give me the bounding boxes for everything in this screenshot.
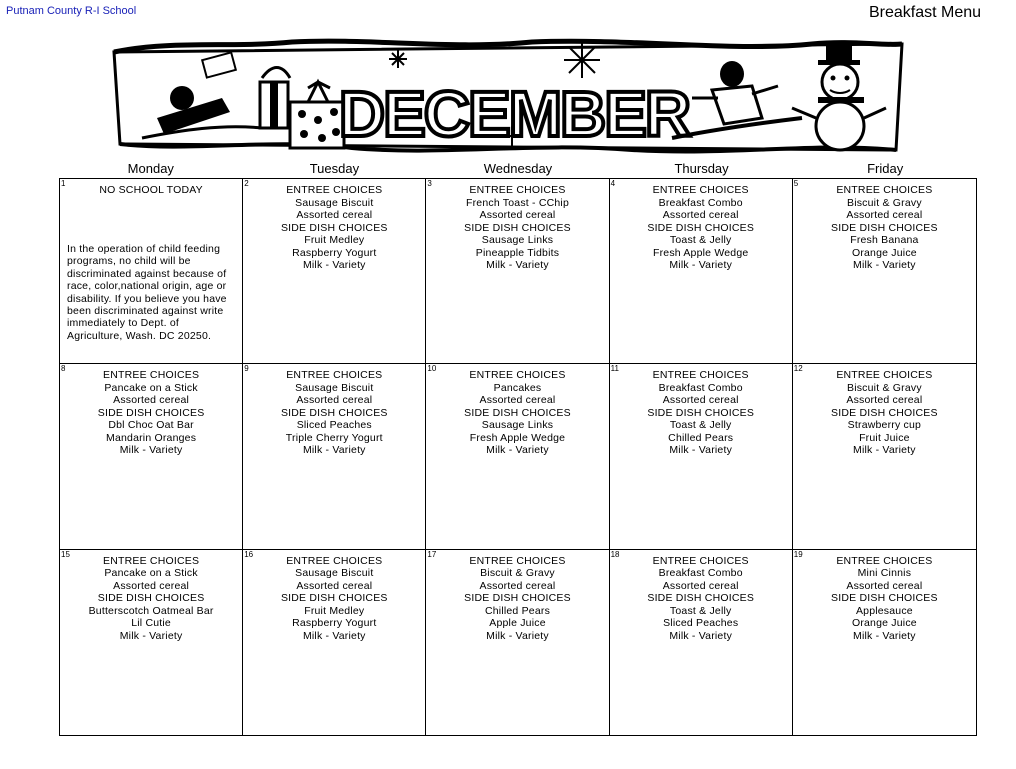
menu-line: Fruit Medley: [304, 604, 365, 617]
day-number: 4: [610, 179, 616, 188]
menu-line: Strawberry cup: [847, 419, 922, 432]
calendar-cell: [610, 364, 793, 549]
menu-line: Sausage Biscuit: [295, 567, 374, 580]
menu-line: ENTREE CHOICES: [286, 369, 383, 382]
menu-line: Fresh Apple Wedge: [469, 431, 566, 444]
day-number: 2: [244, 179, 249, 188]
menu-line: Assorted cereal: [296, 209, 373, 221]
menu-line: SIDE DISH CHOICES: [280, 221, 388, 234]
menu-line: Raspberry Yogurt: [292, 246, 377, 259]
calendar-cell: [793, 364, 976, 549]
menu-line: Fresh Apple Wedge: [652, 246, 749, 259]
menu-line: Orange Juice: [851, 246, 917, 259]
menu-line: ENTREE CHOICES: [286, 554, 383, 567]
menu-line: ENTREE CHOICES: [103, 554, 200, 567]
calendar-cell: [426, 179, 609, 364]
calendar-cell: [60, 550, 243, 735]
menu-line: French Toast - CChip: [465, 196, 569, 209]
menu-line: SIDE DISH CHOICES: [647, 221, 755, 234]
menu-line: SIDE DISH CHOICES: [647, 406, 755, 419]
menu-line: SIDE DISH CHOICES: [831, 221, 938, 234]
weekday-header-row: [59, 161, 977, 177]
menu-line: Assorted cereal: [479, 394, 556, 407]
menu-line: Fresh Banana: [850, 234, 919, 246]
menu-line: ENTREE CHOICES: [652, 554, 749, 567]
menu-lines: [60, 364, 242, 457]
menu-line: Assorted cereal: [662, 579, 739, 592]
day-number: 10: [427, 364, 437, 374]
menu-line: SIDE DISH CHOICES: [97, 406, 205, 419]
menu-line: Butterscotch Oatmeal Bar: [88, 604, 214, 617]
menu-line: ENTREE CHOICES: [652, 184, 749, 196]
day-number: 11: [610, 364, 619, 374]
menu-line: Sausage Biscuit: [295, 381, 374, 394]
menu-line: Biscuit & Gravy: [480, 567, 555, 580]
calendar-cell: [610, 179, 793, 364]
menu-title: Breakfast Menu: [869, 4, 982, 21]
menu-lines: [426, 364, 608, 457]
day-number: 5: [793, 179, 799, 188]
day-number: 17: [427, 549, 437, 559]
weekday-wednesday: Wednesday: [483, 161, 553, 176]
menu-line: Pancake on a Stick: [104, 381, 198, 394]
menu-line: Fruit Juice: [859, 431, 910, 444]
weekday-monday: Monday: [127, 161, 174, 176]
day-number: 3: [427, 179, 432, 188]
menu-line: Milk - Variety: [853, 259, 916, 271]
menu-lines: [793, 364, 976, 457]
menu-line: Orange Juice: [851, 617, 917, 630]
day-number: 18: [610, 549, 620, 559]
day-number: 1: [61, 179, 66, 188]
menu-line: Assorted cereal: [296, 394, 373, 407]
calendar-cell: [426, 550, 609, 735]
menu-line: Assorted cereal: [113, 579, 190, 592]
menu-line: ENTREE CHOICES: [469, 554, 566, 567]
menu-line: SIDE DISH CHOICES: [647, 592, 755, 605]
day-number: 8: [61, 364, 66, 374]
menu-line: ENTREE CHOICES: [836, 554, 933, 567]
calendar-cell: [610, 550, 793, 735]
menu-lines: [60, 179, 242, 197]
menu-line: Milk - Variety: [119, 629, 183, 642]
menu-line: Milk - Variety: [853, 629, 916, 642]
menu-line: Applesauce: [855, 604, 913, 617]
menu-line: Sausage Links: [481, 419, 554, 432]
menu-line: SIDE DISH CHOICES: [464, 406, 571, 419]
menu-line: Breakfast Combo: [658, 196, 743, 209]
menu-line: Pancake on a Stick: [104, 567, 198, 580]
menu-line: Toast & Jelly: [669, 604, 732, 617]
calendar-cell: [426, 364, 609, 549]
weekday-tuesday: Tuesday: [309, 161, 360, 176]
menu-line: Assorted cereal: [662, 394, 739, 407]
menu-line: SIDE DISH CHOICES: [280, 592, 388, 605]
menu-line: Biscuit & Gravy: [847, 381, 922, 394]
menu-line: Assorted cereal: [846, 394, 923, 407]
menu-line: Apple Juice: [489, 617, 546, 630]
menu-line: Fruit Medley: [304, 234, 365, 246]
menu-line: NO SCHOOL TODAY: [99, 184, 203, 196]
menu-line: SIDE DISH CHOICES: [97, 592, 205, 605]
menu-line: Sausage Links: [481, 234, 554, 246]
menu-lines: [60, 550, 242, 643]
menu-line: Milk - Variety: [486, 259, 549, 271]
menu-line: Breakfast Combo: [658, 567, 743, 580]
menu-line: Sliced Peaches: [663, 617, 739, 630]
menu-line: ENTREE CHOICES: [103, 369, 200, 382]
menu-line: Breakfast Combo: [658, 381, 743, 394]
calendar-cell: [60, 179, 243, 364]
menu-line: ENTREE CHOICES: [652, 369, 749, 382]
calendar-cell: [243, 550, 426, 735]
menu-line: Milk - Variety: [669, 629, 733, 642]
menu-line: Chilled Pears: [668, 431, 734, 444]
menu-lines: [610, 364, 792, 457]
weekday-friday: Friday: [867, 161, 904, 176]
menu-lines: [426, 550, 608, 643]
day-number: 16: [244, 549, 254, 559]
menu-line: Milk - Variety: [486, 444, 549, 457]
menu-line: Assorted cereal: [846, 579, 923, 592]
menu-line: SIDE DISH CHOICES: [831, 406, 938, 419]
calendar-cell: [793, 179, 976, 364]
menu-line: Lil Cutie: [131, 617, 171, 630]
menu-line: ENTREE CHOICES: [286, 184, 383, 196]
menu-line: Chilled Pears: [484, 604, 551, 617]
menu-line: Toast & Jelly: [669, 419, 732, 432]
menu-calendar-grid: [59, 178, 977, 736]
menu-line: Mandarin Oranges: [106, 431, 197, 444]
menu-lines: [243, 550, 425, 643]
menu-line: Milk - Variety: [486, 629, 549, 642]
day-number: 15: [61, 549, 70, 559]
menu-line: Assorted cereal: [113, 394, 190, 407]
menu-line: ENTREE CHOICES: [469, 369, 566, 382]
menu-line: Assorted cereal: [479, 209, 556, 221]
menu-line: SIDE DISH CHOICES: [464, 592, 571, 605]
weekday-thursday: Thursday: [674, 161, 729, 176]
menu-line: Assorted cereal: [846, 209, 923, 221]
school-name: Putnam County R-I School: [6, 5, 137, 17]
menu-lines: [610, 550, 792, 643]
menu-line: ENTREE CHOICES: [469, 184, 566, 196]
menu-lines: [793, 179, 976, 272]
menu-line: Mini Cinnis: [857, 567, 912, 580]
menu-line: Pancakes: [493, 381, 542, 394]
non-discrimination-notice: In the operation of child feeding programs, no child will be discriminated against because of race, color,national origin, age or disability. If you believe you have been discriminated against write immediately to Dept. of Agriculture, Wash. DC 20250.: [67, 243, 227, 342]
menu-line: Milk - Variety: [302, 259, 366, 271]
menu-line: Sausage Biscuit: [295, 196, 374, 209]
menu-line: SIDE DISH CHOICES: [831, 592, 938, 605]
calendar-cell: [243, 179, 426, 364]
calendar-cell: [793, 550, 976, 735]
menu-line: Triple Cherry Yogurt: [285, 431, 383, 444]
menu-line: ENTREE CHOICES: [836, 369, 933, 382]
menu-line: SIDE DISH CHOICES: [280, 406, 388, 419]
menu-line: Toast & Jelly: [669, 234, 732, 246]
menu-line: Milk - Variety: [669, 444, 733, 457]
menu-lines: [243, 179, 425, 272]
day-number: 12: [793, 364, 803, 374]
menu-line: Assorted cereal: [296, 579, 373, 592]
menu-line: Assorted cereal: [479, 579, 556, 592]
calendar-cell: [243, 364, 426, 549]
december-banner: [112, 38, 904, 156]
menu-lines: [610, 179, 792, 272]
menu-lines: [243, 364, 425, 457]
menu-line: Milk - Variety: [669, 259, 733, 271]
menu-line: Sliced Peaches: [296, 419, 372, 432]
menu-lines: [426, 179, 608, 272]
december-lettering: [339, 78, 690, 150]
menu-lines: [793, 550, 976, 643]
menu-line: Assorted cereal: [662, 209, 739, 221]
menu-line: ENTREE CHOICES: [836, 184, 933, 196]
menu-line: Biscuit & Gravy: [847, 196, 922, 209]
menu-line: Milk - Variety: [302, 629, 366, 642]
calendar-cell: [60, 364, 243, 549]
menu-line: Milk - Variety: [119, 444, 183, 457]
banner-text: DECEMBER: [338, 78, 690, 150]
menu-line: Milk - Variety: [853, 444, 916, 457]
menu-line: SIDE DISH CHOICES: [464, 221, 571, 234]
menu-line: Milk - Variety: [302, 444, 366, 457]
menu-line: Pineapple Tidbits: [475, 246, 560, 259]
day-number: 19: [793, 549, 803, 559]
day-number: 9: [244, 364, 249, 374]
menu-line: Raspberry Yogurt: [292, 617, 377, 630]
menu-line: Dbl Choc Oat Bar: [108, 419, 194, 432]
